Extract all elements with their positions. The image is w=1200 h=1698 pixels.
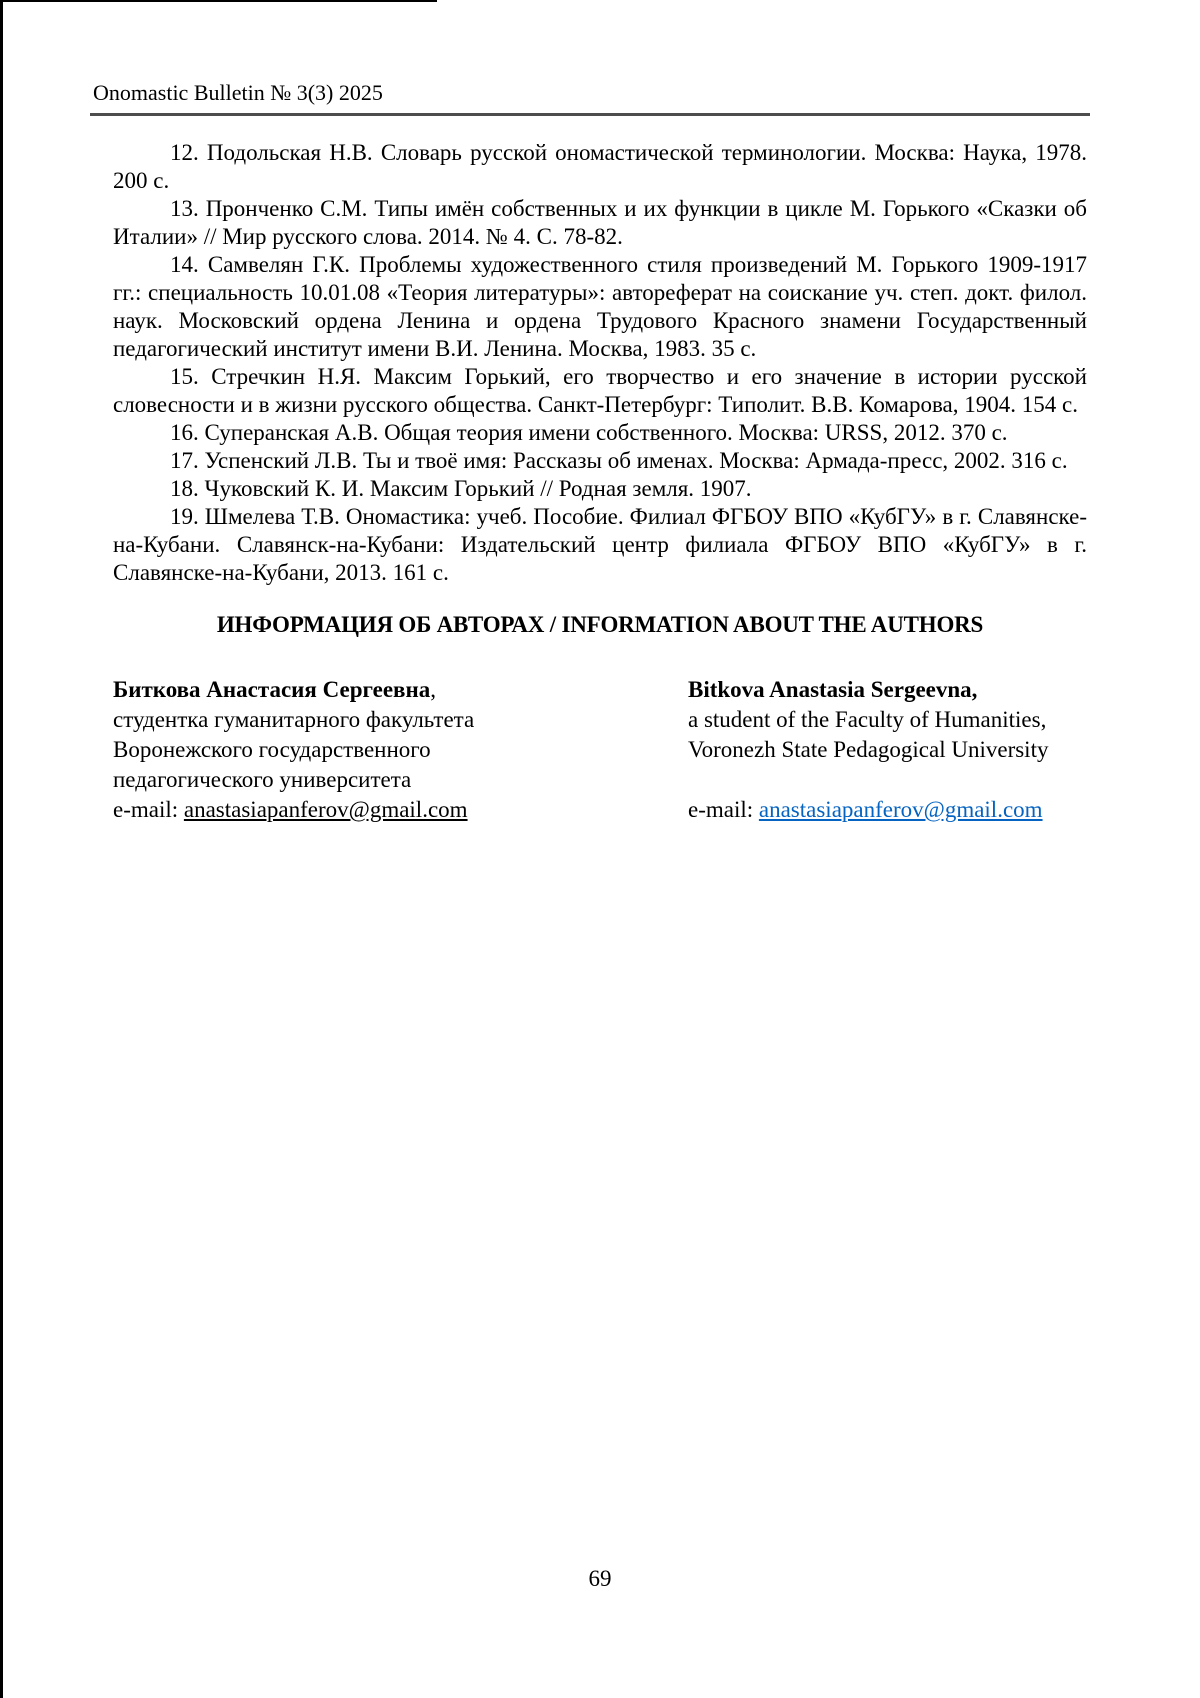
reference-item: 12. Подольская Н.В. Словарь русской ономастической терминологии. Москва: Наука, 1978. 200 с. [113, 140, 1087, 193]
blank-line [688, 765, 1087, 795]
reference-item: 13. Пронченко С.М. Типы имён собственных и их функции в цикле М. Горького «Сказки об Италии» // Мир русского слова. 2014. № 4. С. 78-82. [113, 196, 1087, 249]
running-header [90, 80, 1090, 116]
email-label-ru: e-mail: [113, 797, 184, 822]
reference-item: 14. Самвелян Г.К. Проблемы художественного стиля произведений М. Горького 1909-1917 гг.: специальность 10.01.08 «Теория литературы»: автореферат на соискание уч. степ. докт. филол. наук. Московский ордена Ленина и ордена Трудового Красного знамени Государственный педагогический институт имени В.И. Ленина. Москва, 1983. 35 с. [113, 252, 1087, 361]
reference-item: 17. Успенский Л.В. Ты и твоё имя: Рассказы об именах. Москва: Армада-пресс, 2002. 316 с. [170, 448, 1068, 473]
author-info-ru [113, 675, 688, 825]
author-affiliation-line: педагогического университета [113, 767, 412, 792]
authors-info [113, 675, 1087, 825]
email-line-en [688, 795, 1087, 825]
references-list [113, 139, 1087, 587]
author-affiliation-line: Voronezh State Pedagogical University [688, 737, 1049, 762]
scan-artifact-left-edge [0, 0, 3, 1698]
author-info-en [688, 675, 1087, 825]
author-affiliation-line: студентка гуманитарного факультета [113, 707, 475, 732]
email-label-en: e-mail: [688, 797, 759, 822]
author-name-ru [113, 675, 688, 705]
authors-section-heading: ИНФОРМАЦИЯ ОБ АВТОРАХ / INFORMATION ABOUT THE AUTHORS [216, 612, 984, 637]
page-body [113, 139, 1087, 825]
author-name-ru-text: Биткова Анастасия Сергеевна [113, 677, 431, 702]
author-affiliation-line: a student of the Faculty of Humanities, [688, 707, 1047, 732]
author-affiliation-line: Воронежского государственного [113, 737, 431, 762]
page-footer [0, 1565, 1200, 1593]
reference-item: 19. Шмелева Т.В. Ономастика: учеб. Пособие. Филиал ФГБОУ ВПО «КубГУ» в г. Славянске-на-Кубани. Славянск-на-Кубани: Издательский центр филиала ФГБОУ ВПО «КубГУ» в г. Славянске-на-Кубани, 2013. 161 с. [113, 504, 1087, 585]
email-link-ru[interactable]: anastasiapanferov@gmail.com [183, 797, 468, 822]
reference-item: 15. Стречкин Н.Я. Максим Горький, его творчество и его значение в истории русской словесности и в жизни русского общества. Санкт-Петербург: Типолит. В.В. Комарова, 1904. 154 с. [113, 364, 1087, 417]
page-number: 69 [588, 1566, 612, 1591]
email-line-ru [113, 795, 688, 825]
author-name-ru-comma: , [430, 677, 436, 702]
email-link-en[interactable]: anastasiapanferov@gmail.com [758, 797, 1043, 822]
author-name-en: Bitkova Anastasia Sergeevna, [688, 677, 978, 702]
reference-item: 18. Чуковский К. И. Максим Горький // Родная земля. 1907. [170, 476, 752, 501]
reference-item: 16. Суперанская А.В. Общая теория имени собственного. Москва: URSS, 2012. 370 с. [170, 420, 1008, 445]
scan-artifact-top-edge [0, 0, 437, 2]
journal-title: Onomastic Bulletin № 3(3) 2025 [93, 80, 383, 105]
